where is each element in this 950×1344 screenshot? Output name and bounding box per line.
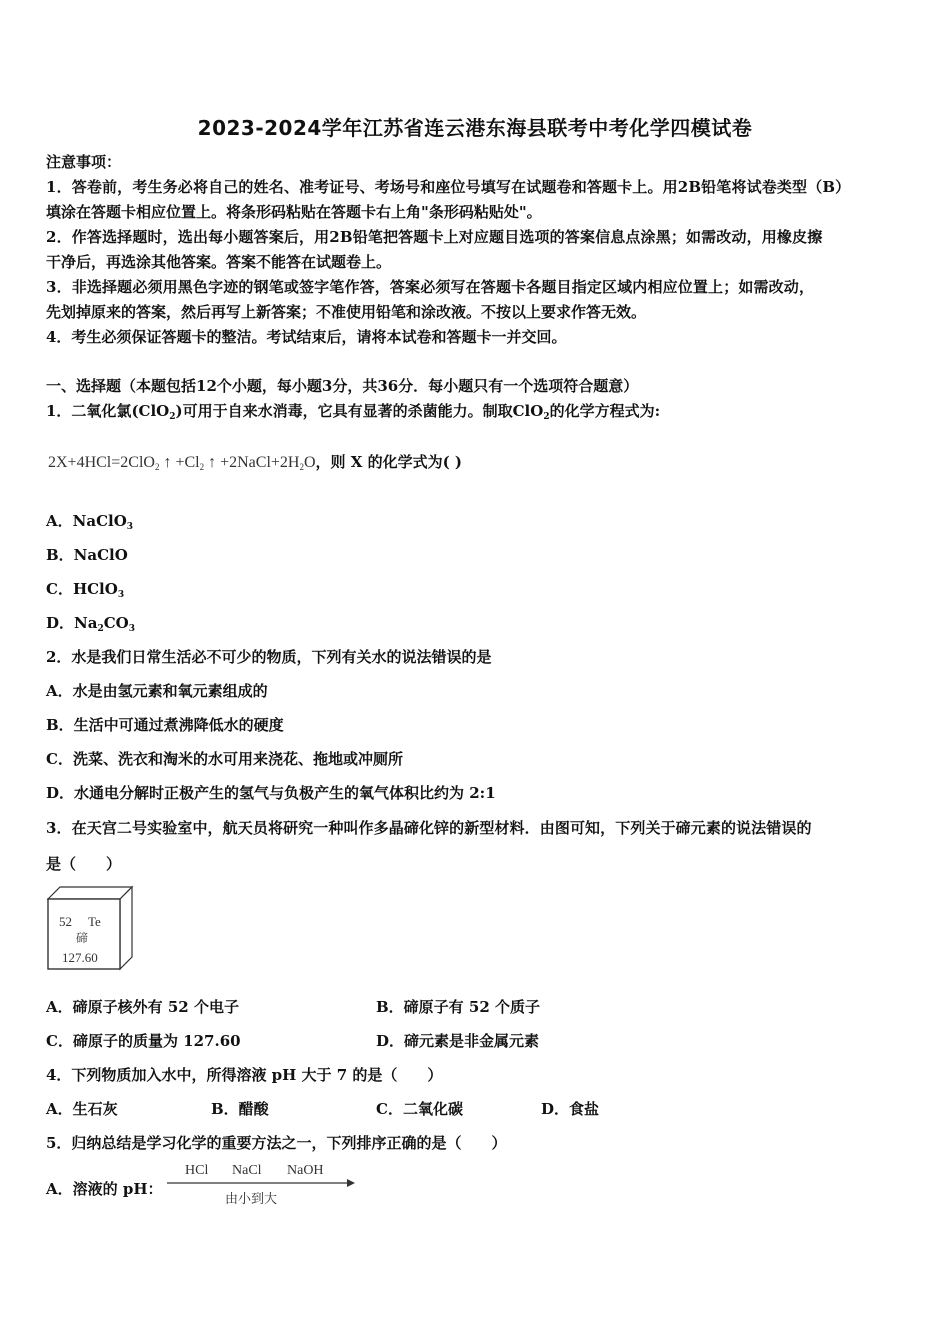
- q3-option-c[interactable]: C．碲原子的质量为 127.60: [46, 1032, 241, 1050]
- q1-option-a[interactable]: A．NaClO$_3$: [46, 512, 134, 532]
- atomic-number: 52: [59, 914, 72, 929]
- q1-option-c[interactable]: C．HClO$_3$: [46, 580, 125, 600]
- question-4-stem: 4．下列物质加入水中，所得溶液 pH 大于 7 的是（ ）: [46, 1066, 443, 1084]
- q2-option-d[interactable]: D．水通电分解时正极产生的氢气与负极产生的氧气体积比约为 2:1: [46, 784, 496, 802]
- question-5-stem: 5．归纳总结是学习化学的重要方法之一，下列排序正确的是（ ）: [46, 1134, 507, 1152]
- element-tile-tellurium: [46, 885, 134, 971]
- q4-option-b[interactable]: B．醋酸: [211, 1100, 269, 1118]
- ph-order-arrow: [165, 1160, 360, 1208]
- q2-option-b[interactable]: B．生活中可通过煮沸降低水的硬度: [46, 716, 284, 734]
- notice-line: 4．考生必须保证答题卡的整洁。考试结束后，请将本试卷和答题卡一并交回。: [46, 328, 567, 346]
- notice-line: 干净后，再选涂其他答案。答案不能答在试题卷上。: [46, 253, 392, 271]
- q2-option-c[interactable]: C．洗菜、洗衣和淘米的水可用来浇花、拖地或冲厕所: [46, 750, 403, 768]
- notice-line: 先划掉原来的答案，然后再写上新答案；不准使用铅笔和涂改液。不按以上要求作答无效。: [46, 303, 647, 321]
- question-3-stem: 3．在天宫二号实验室中，航天员将研究一种叫作多晶碲化锌的新型材料．由图可知，下列关于碲元素的说法错误的: [46, 819, 812, 837]
- q3-option-b[interactable]: B．碲原子有 52 个质子: [376, 998, 540, 1016]
- notice-line: 填涂在答题卡相应位置上。将条形码粘贴在答题卡右上角"条形码粘贴处"。: [46, 203, 542, 221]
- arrow-label-bottom: 由小到大: [225, 1192, 278, 1207]
- notice-line: 1．答卷前，考生务必将自己的姓名、准考证号、考场号和座位号填写在试题卷和答题卡上。用2B铅笔将试卷类型（B）: [46, 178, 851, 196]
- q1-option-d[interactable]: D．$Na_2CO_3$: [46, 614, 135, 634]
- q1-option-b[interactable]: B．NaClO: [46, 546, 128, 564]
- element-symbol: Te: [88, 914, 101, 929]
- q3-option-d[interactable]: D．碲元素是非金属元素: [376, 1032, 540, 1050]
- question-3-stem-cont: 是（ ）: [46, 855, 122, 873]
- chemical-equation: 2X+4HCl=2ClO$_2$ ↑ $+Cl_2$ ↑ $+2NaCl+2H_2O$，则 X 的化学式为( ): [48, 453, 463, 472]
- atomic-mass: 127.60: [62, 950, 98, 965]
- q4-option-c[interactable]: C．二氧化碳: [376, 1100, 463, 1118]
- arrow-label-hcl: HCl: [185, 1163, 209, 1178]
- section-heading: 一、选择题（本题包括12个小题，每小题3分，共36分．每小题只有一个选项符合题意）: [46, 377, 639, 395]
- question-1-ask: ，则 X 的化学式为( ): [315, 453, 463, 471]
- arrow-label-naoh: NaOH: [287, 1163, 324, 1178]
- arrow-head-icon: [347, 1179, 355, 1187]
- question-2-stem: 2．水是我们日常生活必不可少的物质，下列有关水的说法错误的是: [46, 648, 492, 666]
- element-name: 碲: [76, 931, 89, 945]
- q4-option-a[interactable]: A．生石灰: [46, 1100, 118, 1118]
- arrow-label-nacl: NaCl: [232, 1163, 262, 1178]
- notice-line: 3．非选择题必须用黑色字迹的钢笔或签字笔作答，答案必须写在答题卡各题目指定区域内相应位置上；如需改动，: [46, 278, 815, 296]
- q4-option-d[interactable]: D．食盐: [541, 1100, 600, 1118]
- q5-option-a[interactable]: A．溶液的 pH：: [46, 1180, 163, 1198]
- notice-heading: 注意事项：: [46, 153, 122, 171]
- q2-option-a[interactable]: A．水是由氢元素和氧元素组成的: [46, 682, 268, 700]
- notice-line: 2．作答选择题时，选出每小题答案后，用2B铅笔把答题卡上对应题目选项的答案信息点涂黑；如需改动，用橡皮擦: [46, 228, 823, 246]
- q3-option-a[interactable]: A．碲原子核外有 52 个电子: [46, 998, 239, 1016]
- question-1-stem: 1．二氧化氯(ClO$_2$)可用于自来水消毒，它具有显著的杀菌能力。制取ClO$_2$的化学方程式为:: [46, 402, 661, 422]
- page-title: 2023-2024学年江苏省连云港东海县联考中考化学四模试卷: [197, 116, 753, 140]
